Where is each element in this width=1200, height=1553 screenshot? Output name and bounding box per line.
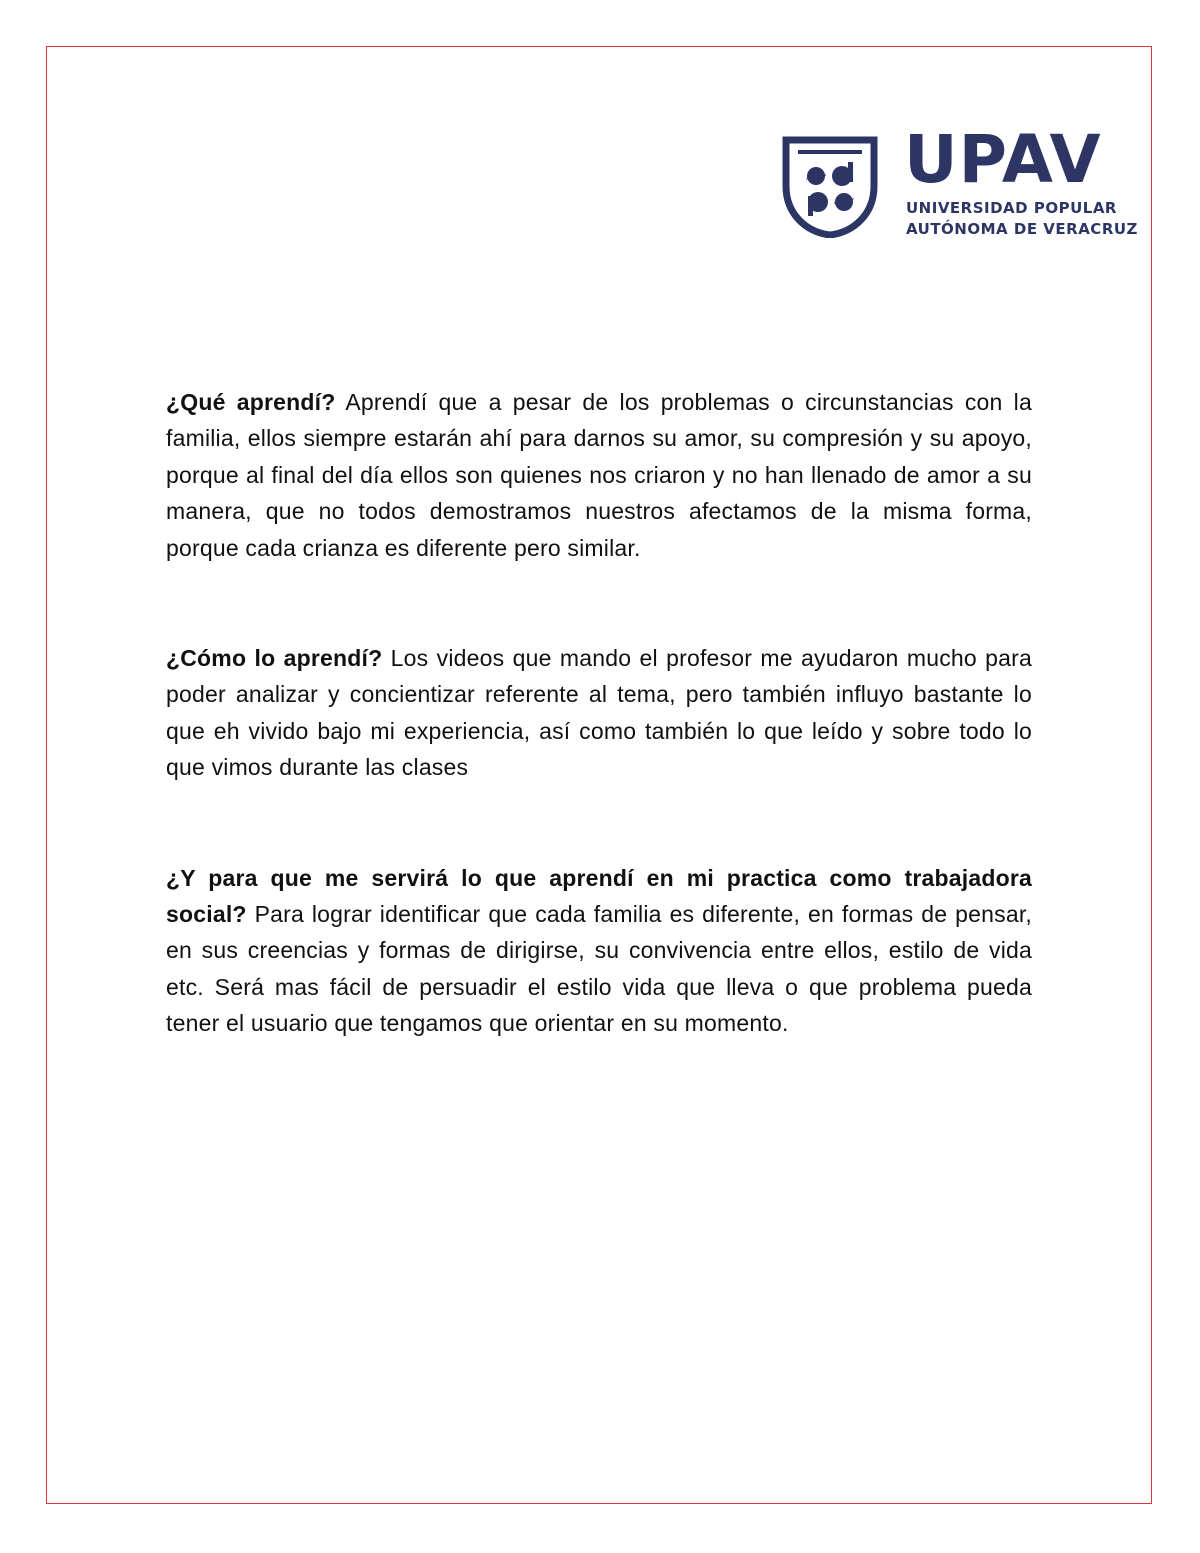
section-question: ¿Y para que me servirá lo que aprendí en mi practica como trabajadora social? (166, 864, 1032, 928)
section-answer: Los videos que mando el profesor me ayudaron mucho para poder analizar y concientizar referente al tema, pero también influyo bastante lo que eh vivido bajo mi experiencia, así como también lo que leído y sobre todo lo que vimos durante las clases (166, 645, 1033, 781)
document-body (166, 384, 1032, 1042)
logo-subtitle-line-2: AUTÓNOMA DE VERACRUZ (906, 220, 1138, 238)
section-what-learned (166, 384, 1032, 566)
section-question: ¿Qué aprendí? (166, 389, 336, 415)
shield-emblem-icon (780, 134, 880, 238)
section-answer: Para lograr identificar que cada familia es diferente, en formas de pensar, en sus creencias y formas de dirigirse, su convivencia entre ellos, estilo de vida etc. Será mas fácil de persuadir el estilo vida que lleva o que problema pueda tener el usuario que tengamos que orientar en su momento. (166, 901, 1033, 1037)
upav-logo (780, 121, 1138, 242)
section-how-learned (166, 640, 1032, 786)
logo-subtitle-line-1: UNIVERSIDAD POPULAR (906, 199, 1117, 217)
section-question: ¿Cómo lo aprendí? (166, 645, 383, 672)
logo-wordmark: UPAV (904, 121, 1102, 198)
section-answer: Aprendí que a pesar de los problemas o circunstancias con la familia, ellos siempre estarán ahí para darnos su amor, su compresión y su apoyo, porque al final del día ellos son quienes nos criaron y no han llenado de amor a su manera, que no todos demostramos nuestros afectamos de la misma forma, porque cada crianza es diferente pero similar. (166, 389, 1032, 561)
section-usefulness (166, 860, 1032, 1042)
